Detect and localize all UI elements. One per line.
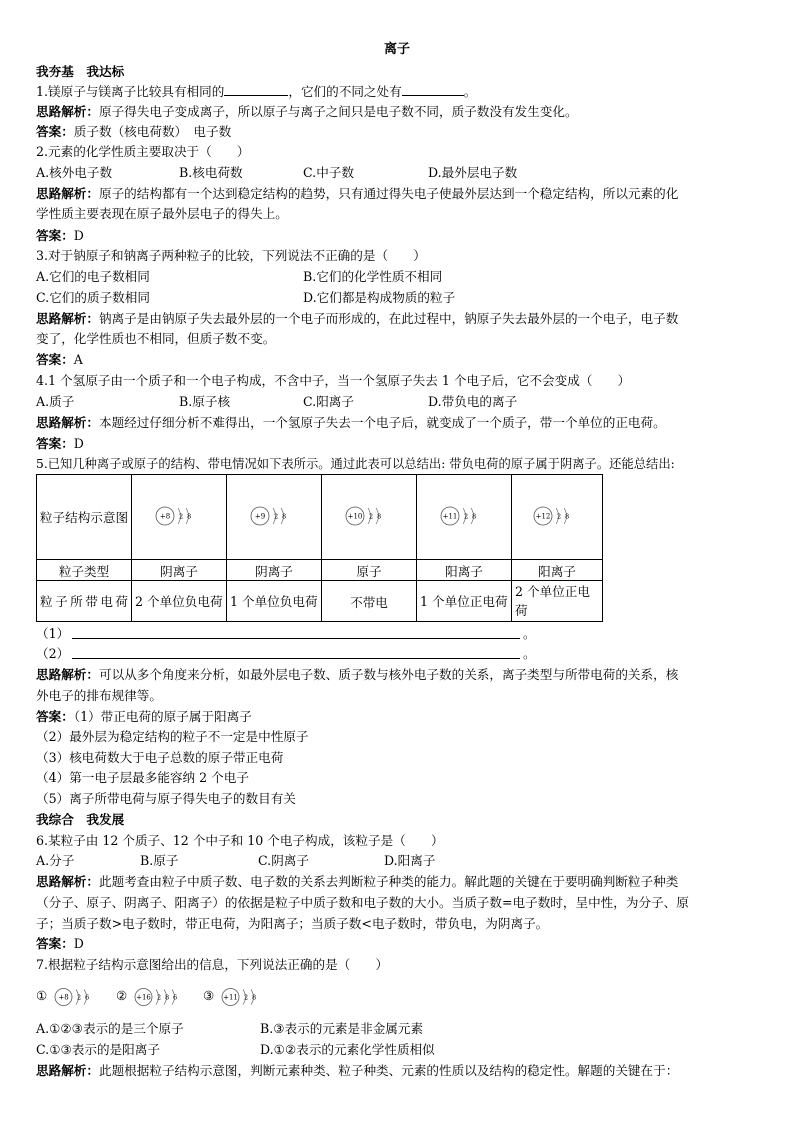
answer-label: 答案： xyxy=(36,352,74,367)
atom-structure-diagram xyxy=(532,504,582,528)
answer-2 xyxy=(36,226,84,246)
option-3b: B.它们的化学性质不相同 xyxy=(303,269,443,284)
answer-5-line: （2）最外层为稳定结构的粒子不一定是中性原子 xyxy=(36,729,309,744)
shell-electron-count: 8 xyxy=(187,512,192,520)
nucleus-charge: +9 xyxy=(254,512,266,520)
nucleus-charge: +10 xyxy=(347,512,363,520)
charge-cell: 不带电 xyxy=(322,581,417,622)
option-4b: B.原子核 xyxy=(179,394,231,409)
shell-electron-count: 6 xyxy=(173,993,178,1002)
ion-structure-table xyxy=(36,474,603,622)
diagram-mark: ② xyxy=(116,988,128,1003)
blank-number: （1） xyxy=(36,626,70,641)
option-6c: C.阴离子 xyxy=(258,853,309,868)
shell-electron-count: 2 xyxy=(77,993,82,1002)
answer-4 xyxy=(36,434,84,454)
question-1-text-a: 1.镁原子与镁离子比较具有相同的 xyxy=(36,84,225,99)
nucleus-charge: +16 xyxy=(136,993,151,1002)
question-7: 7.根据粒子结构示意图给出的信息，下列说法正确的是（ ） xyxy=(36,957,389,972)
option-4d: D.带负电的离子 xyxy=(428,394,518,409)
analysis-6 xyxy=(36,872,678,892)
charge-text: 1 个单位正电荷 xyxy=(420,593,508,609)
atom-structure-diagram xyxy=(133,986,189,1008)
charge-cell xyxy=(132,581,227,622)
type-cell: 原子 xyxy=(322,560,417,581)
analysis-label: 思路解析： xyxy=(36,186,99,201)
answer-blank-1 xyxy=(36,624,69,644)
atom-structure-diagram xyxy=(249,504,299,528)
analysis-label: 思路解析： xyxy=(36,415,99,430)
answer-5-line: （3）核电荷数大于电子总数的原子带正电荷 xyxy=(36,750,284,765)
answer-label: 答案： xyxy=(36,124,74,139)
question-3: 3.对于钠原子和钠离子两种粒子的比较，下列说法不正确的是（ ） xyxy=(36,248,426,263)
answer-3 xyxy=(36,350,83,370)
diagram-mark: ③ xyxy=(203,988,215,1003)
structure-cell xyxy=(132,475,227,560)
answer-5 xyxy=(36,707,252,727)
answer-text: A xyxy=(73,352,83,367)
option-4c: C.阳离子 xyxy=(303,394,354,409)
question-1-text-c: 。 xyxy=(463,84,477,99)
analysis-6-cont: （分子、原子、阴离子、阳离子）的依据是粒子中质子数和电子数的大小。当质子数=电子数时，呈中性，为分子、原 xyxy=(36,895,689,910)
shell-electron-count: 2 xyxy=(464,512,469,520)
answer-blank-2 xyxy=(36,644,69,664)
shell-electron-count: 8 xyxy=(165,993,170,1002)
structure-cell xyxy=(322,475,417,560)
answer-label: 答案： xyxy=(36,436,74,451)
question-2: 2.元素的化学性质主要取决于（ ） xyxy=(36,144,250,159)
analysis-6-cont: 子；当质子数>电子数时，带正电荷，为阳离子；当质子数<电子数时，带负电，为阴离子。 xyxy=(36,916,549,931)
blank-line-2 xyxy=(72,658,520,659)
answer-5-line: （4）第一电子层最多能容纳 2 个电子 xyxy=(36,770,249,785)
analysis-text: 此题根据粒子结构示意图，判断元素种类、粒子种类、元素的性质以及结构的稳定性。解题的关键在于： xyxy=(98,1063,679,1078)
option-4a: A.质子 xyxy=(36,394,75,409)
answer-5-line: （5）离子所带电荷与原子得失电子的数目有关 xyxy=(36,791,296,806)
analysis-4 xyxy=(36,413,666,433)
type-cell: 阳离子 xyxy=(417,560,512,581)
atom-structure-diagram xyxy=(220,986,266,1008)
analysis-5 xyxy=(36,665,678,685)
shell-electron-count: 2 xyxy=(557,512,562,520)
atom-structure-diagram xyxy=(53,986,97,1008)
analysis-text: 原子得失电子变成离子，所以原子与离子之间只是电子数不同，质子数没有发生变化。 xyxy=(98,104,578,119)
charge-text: 2 个单位正电荷 xyxy=(515,584,590,618)
row-label-charge xyxy=(37,581,132,622)
analysis-label: 思路解析： xyxy=(36,874,99,889)
charge-cell xyxy=(512,581,603,622)
charge-cell xyxy=(227,581,322,622)
analysis-3-cont: 变了，化学性质也不相同，但质子数不变。 xyxy=(36,331,276,346)
blank-line-1 xyxy=(72,638,520,639)
option-6b: B.原子 xyxy=(140,853,179,868)
blank-period: 。 xyxy=(523,646,536,661)
question-1 xyxy=(36,82,476,102)
answer-text: 质子数（核电荷数） 电子数 xyxy=(73,124,232,139)
section-heading-advanced: 我综合 我发展 xyxy=(36,812,125,827)
analysis-3 xyxy=(36,309,678,329)
option-2c: C.中子数 xyxy=(303,165,354,180)
nucleus-charge: +11 xyxy=(442,512,458,520)
question-4: 4.1 个氢原子由一个质子和一个电子构成，不含中子，当一个氢原子失去 1 个电子后，它不会变成（ ） xyxy=(36,373,631,388)
atom-structure-diagram xyxy=(344,504,394,528)
question-5: 5.已知几种离子或原子的结构、带电情况如下表所示。通过此表可以总结出: 带负电荷的原子属于阴离子。还能总结出: xyxy=(36,457,675,471)
type-cell: 阴离子 xyxy=(227,560,322,581)
shell-electron-count: 6 xyxy=(85,993,90,1002)
shell-electron-count: 8 xyxy=(565,512,570,520)
shell-electron-count: 2 xyxy=(157,993,162,1002)
answer-label: 答案： xyxy=(36,228,74,243)
answer-text: D xyxy=(73,936,84,951)
shell-electron-count: 8 xyxy=(252,993,257,1002)
nucleus-charge: +11 xyxy=(223,993,238,1002)
option-7d: D.①②表示的元素化学性质相似 xyxy=(260,1042,435,1057)
shell-electron-count: 2 xyxy=(274,512,279,520)
type-cell: 阳离子 xyxy=(512,560,603,581)
charge-text: 2 个单位负电荷 xyxy=(135,593,223,609)
answer-label: 答案： xyxy=(36,709,74,724)
option-6a: A.分子 xyxy=(36,853,75,868)
analysis-label: 思路解析： xyxy=(36,667,99,682)
diagram-mark: ① xyxy=(36,988,48,1003)
nucleus-charge: +8 xyxy=(58,993,69,1002)
shell-electron-count: 2 xyxy=(179,512,184,520)
analysis-label: 思路解析： xyxy=(36,311,99,326)
page-title: 离子 xyxy=(383,42,410,57)
type-cell: 阴离子 xyxy=(132,560,227,581)
atom-structure-diagram xyxy=(439,504,489,528)
shell-electron-count: 2 xyxy=(369,512,374,520)
charge-text: 1 个单位负电荷 xyxy=(230,593,318,609)
analysis-2 xyxy=(36,184,678,204)
structure-cell xyxy=(512,475,603,560)
shell-electron-count: 8 xyxy=(377,512,382,520)
option-7b: B.③表示的元素是非金属元素 xyxy=(260,1021,424,1036)
blank-1b xyxy=(402,82,464,96)
analysis-5-cont: 外电子的排布规律等。 xyxy=(36,688,162,703)
atom-structure-diagram xyxy=(154,504,204,528)
answer-text: D xyxy=(73,436,84,451)
structure-cell xyxy=(417,475,512,560)
question-6: 6.某粒子由 12 个质子、12 个中子和 10 个电子构成，该粒子是（ ） xyxy=(36,833,444,848)
analysis-1 xyxy=(36,102,578,122)
row-label-charge-text: 粒子所带电荷 xyxy=(40,593,128,609)
shell-electron-count: 2 xyxy=(244,993,249,1002)
analysis-2-cont: 学性质主要表现在原子最外层电子的得失上。 xyxy=(36,206,288,221)
structure-cell xyxy=(227,475,322,560)
analysis-label: 思路解析： xyxy=(36,1063,99,1078)
analysis-text: 钠离子是由钠原子失去最外层的一个电子而形成的，在此过程中，钠原子失去最外层的一个电子，电子数 xyxy=(98,311,679,326)
option-2d: D.最外层电子数 xyxy=(428,165,518,180)
blank-period: 。 xyxy=(523,626,536,641)
answer-label: 答案： xyxy=(36,936,74,951)
section-heading-basics: 我夯基 我达标 xyxy=(36,64,125,79)
analysis-text: 本题经过仔细分析不难得出，一个氢原子失去一个电子后，就变成了一个质子，带一个单位的正电荷。 xyxy=(98,415,666,430)
analysis-label: 思路解析： xyxy=(36,104,99,119)
answer-text: （1）带正电荷的原子属于阳离子 xyxy=(73,709,252,724)
question-1-text-b: ，它们的不同之处有 xyxy=(288,84,402,99)
row-label-diagram: 粒子结构示意图 xyxy=(37,475,132,560)
answer-text: D xyxy=(73,228,84,243)
analysis-text: 可以从多个角度来分析，如最外层电子数、质子数与核外电子数的关系，离子类型与所带电荷的关系，核 xyxy=(98,667,679,682)
blank-1a xyxy=(224,82,288,96)
blank-number: （2） xyxy=(36,646,70,661)
charge-cell xyxy=(417,581,512,622)
answer-1 xyxy=(36,122,231,142)
analysis-7 xyxy=(36,1061,678,1081)
option-6d: D.阳离子 xyxy=(384,853,436,868)
option-3d: D.它们都是构成物质的粒子 xyxy=(303,290,456,305)
answer-6 xyxy=(36,934,84,954)
option-7c: C.①③表示的是阳离子 xyxy=(36,1042,160,1057)
option-3a: A.它们的电子数相同 xyxy=(36,269,150,284)
analysis-text: 此题考查由粒子中质子数、电子数的关系去判断粒子种类的能力。解此题的关键在于要明确判断粒子种类 xyxy=(98,874,679,889)
nucleus-charge: +12 xyxy=(535,512,551,520)
shell-electron-count: 8 xyxy=(282,512,287,520)
analysis-text: 原子的结构都有一个达到稳定结构的趋势，只有通过得失电子使最外层达到一个稳定结构，所以元素的化 xyxy=(98,186,679,201)
row-label-type: 粒子类型 xyxy=(37,560,132,581)
nucleus-charge: +8 xyxy=(159,512,171,520)
option-3c: C.它们的质子数相同 xyxy=(36,290,150,305)
option-7a: A.①②③表示的是三个原子 xyxy=(36,1021,184,1036)
shell-electron-count: 8 xyxy=(472,512,477,520)
option-2a: A.核外电子数 xyxy=(36,165,113,180)
option-2b: B.核电荷数 xyxy=(179,165,243,180)
